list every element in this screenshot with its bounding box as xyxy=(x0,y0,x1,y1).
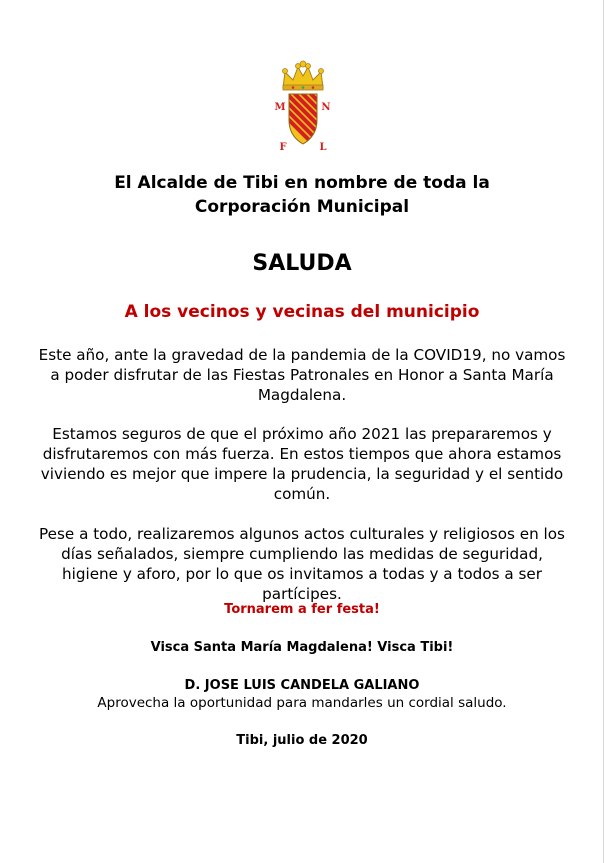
visca-line: Visca Santa María Magdalena! Visca Tibi! xyxy=(150,640,454,655)
date-line: Tibi, julio de 2020 xyxy=(236,733,368,748)
paragraph-1: Este año, ante la gravedad de la pandemia de la COVID19, no vamos a poder disfrutar de las Fiestas Patronales en Honor a Santa María Magdalena. xyxy=(38,346,566,404)
municipal-crest xyxy=(271,58,335,158)
letter-heading xyxy=(0,171,604,219)
page-subtitle: A los vecinos y vecinas del municipio xyxy=(124,302,480,322)
crest-letter-n: N xyxy=(321,102,331,113)
heading-line-2: Corporación Municipal xyxy=(194,197,410,217)
crown-icon xyxy=(283,61,324,90)
heading-line-1: El Alcalde de Tibi en nombre de toda la xyxy=(114,173,490,193)
paragraph-2: Estamos seguros de que el próximo año 2021 las prepararemos y disfrutaremos con más fuerza. En estos tiempos que ahora estamos viviendo es mejor que impere la prudencia, la seguridad y el sentido común. xyxy=(40,425,564,503)
signer-name: D. JOSE LUIS CANDELA GALIANO xyxy=(184,678,420,693)
crest-letter-m: M xyxy=(274,102,286,113)
tornarem-line: Tornarem a fer festa! xyxy=(224,602,380,617)
page-title: SALUDA xyxy=(252,251,352,276)
crest-letter-l: L xyxy=(319,142,327,153)
crest-letter-f: F xyxy=(279,142,287,153)
closing-line: Aprovecha la oportunidad para mandarles un cordial saludo. xyxy=(97,695,507,711)
paragraph-3: Pese a todo, realizaremos algunos actos culturales y religiosos en los días señalados, siempre cumpliendo las medidas de seguridad, higiene y aforo, por lo que os invitamos a todas y a todos a ser partícipes. xyxy=(39,525,565,603)
